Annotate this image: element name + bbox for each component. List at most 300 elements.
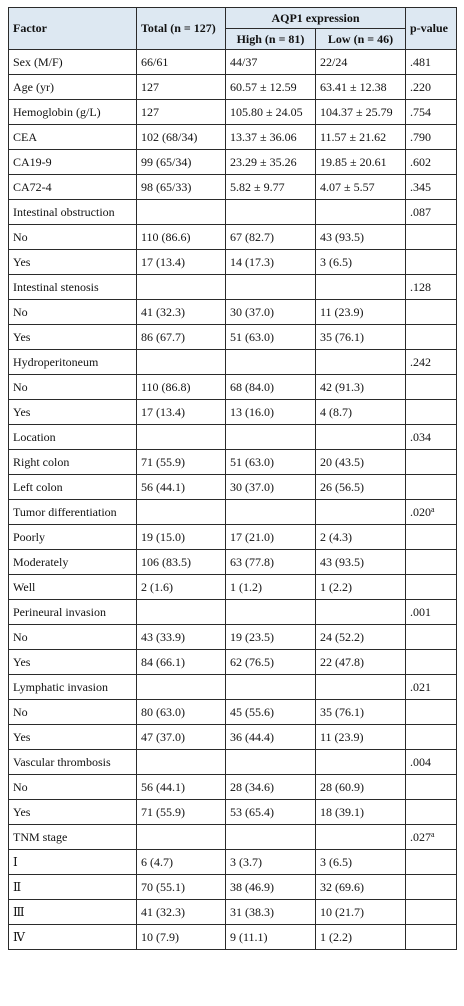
cell-low [316,75,406,100]
table-row [9,50,457,75]
cell-low-text: 22/24 [320,54,348,69]
cell-p-value [406,500,457,525]
cell-high-text: 105.80 ± 24.05 [230,104,303,119]
cell-p-value [406,725,457,750]
cell-high [226,725,316,750]
cell-low [316,350,406,375]
cell-p-value [406,275,457,300]
cell-total-text: 127 [141,79,159,94]
cell-total-text: 106 (83.5) [141,554,191,569]
cell-p-value-text: .020 [410,504,431,519]
cell-high [226,700,316,725]
cell-p-value [406,675,457,700]
cell-high [226,425,316,450]
cell-factor-text: Poorly [13,529,46,544]
cell-high [226,50,316,75]
cell-low [316,375,406,400]
table-body [9,50,457,950]
cell-high [226,925,316,950]
cell-p-value [406,350,457,375]
table-row [9,150,457,175]
cell-high [226,500,316,525]
cell-total-text: 110 (86.6) [141,229,191,244]
cell-total [137,900,226,925]
cell-low [316,475,406,500]
cell-p-value-text: .220 [410,79,431,94]
cell-low-text: 10 (21.7) [320,904,364,919]
cell-factor [9,800,137,825]
cell-factor [9,50,137,75]
cell-low [316,200,406,225]
cell-p-value [406,525,457,550]
cell-high [226,800,316,825]
cell-total-text: 41 (32.3) [141,904,185,919]
cell-p-value-text: .087 [410,204,431,219]
cell-factor-text: Perineural invasion [13,604,106,619]
cell-low [316,400,406,425]
cell-factor [9,500,137,525]
cell-total [137,375,226,400]
cell-total-text: 80 (63.0) [141,704,185,719]
table-row [9,175,457,200]
cell-low-text: 104.37 ± 25.79 [320,104,393,119]
cell-factor-text: No [13,704,28,719]
table-row [9,825,457,850]
table-row [9,475,457,500]
cell-factor-text: No [13,629,28,644]
cell-total [137,650,226,675]
cell-factor [9,725,137,750]
cell-total [137,825,226,850]
cell-p-value [406,900,457,925]
cell-total [137,75,226,100]
cell-total [137,550,226,575]
cell-factor [9,825,137,850]
cell-high [226,825,316,850]
cell-total [137,700,226,725]
cell-p-value [406,775,457,800]
cell-p-value [406,600,457,625]
cell-low [316,150,406,175]
table-row [9,775,457,800]
cell-low [316,875,406,900]
cell-low [316,550,406,575]
cell-p-value [406,850,457,875]
cell-factor-text: Age (yr) [13,79,54,94]
cell-high-text: 13.37 ± 36.06 [230,129,297,144]
table-row [9,700,457,725]
cell-high [226,600,316,625]
cell-low-text: 35 (76.1) [320,704,364,719]
cell-p-value [406,475,457,500]
cell-factor-text: No [13,229,28,244]
cell-low-text: 22 (47.8) [320,654,364,669]
cell-high [226,850,316,875]
cell-total-text: 70 (55.1) [141,879,185,894]
cell-high-text: 31 (38.3) [230,904,274,919]
cell-high [226,900,316,925]
cell-high [226,650,316,675]
cell-total-text: 17 (13.4) [141,404,185,419]
cell-high [226,550,316,575]
table-row [9,100,457,125]
cell-low [316,775,406,800]
cell-total [137,100,226,125]
cell-factor [9,425,137,450]
cell-high [226,225,316,250]
cell-total-text: 71 (55.9) [141,804,185,819]
cell-p-value [406,800,457,825]
cell-factor-text: Left colon [13,479,63,494]
cell-high [226,675,316,700]
cell-low-text: 19.85 ± 20.61 [320,154,387,169]
cell-total [137,800,226,825]
cell-p-value-text: .128 [410,279,431,294]
cell-low-text: 63.41 ± 12.38 [320,79,387,94]
cell-low [316,850,406,875]
cell-total [137,500,226,525]
cell-factor [9,475,137,500]
cell-factor [9,625,137,650]
cell-total-text: 86 (67.7) [141,329,185,344]
cell-p-value [406,250,457,275]
table-row [9,375,457,400]
cell-p-value-text: .790 [410,129,431,144]
cell-factor [9,450,137,475]
cell-p-value [406,750,457,775]
cell-high [226,775,316,800]
cell-low-text: 11 (23.9) [320,304,364,319]
cell-high-text: 63 (77.8) [230,554,274,569]
cell-low [316,175,406,200]
cell-high [226,450,316,475]
table-row [9,900,457,925]
cell-low-text: 18 (39.1) [320,804,364,819]
cell-high [226,625,316,650]
header-factor: Factor [9,8,137,50]
cell-low [316,275,406,300]
cell-high-text: 60.57 ± 12.59 [230,79,297,94]
cell-high [226,100,316,125]
cell-high [226,275,316,300]
cell-total [137,600,226,625]
cell-high-text: 36 (44.4) [230,729,274,744]
table-row [9,325,457,350]
cell-factor-text: Yes [13,804,31,819]
cell-total [137,225,226,250]
cell-factor-text: Vascular thrombosis [13,754,111,769]
cell-total-text: 56 (44.1) [141,479,185,494]
cell-low [316,700,406,725]
table-row [9,575,457,600]
cell-p-value-text: .034 [410,429,431,444]
cell-p-value [406,575,457,600]
cell-low-text: 11 (23.9) [320,729,364,744]
table-row [9,400,457,425]
table-row [9,500,457,525]
cell-low-text: 4 (8.7) [320,404,352,419]
table-row [9,300,457,325]
cell-total-text: 71 (55.9) [141,454,185,469]
cell-factor [9,925,137,950]
cell-low-text: 28 (60.9) [320,779,364,794]
cell-p-value [406,175,457,200]
cell-high-text: 1 (1.2) [230,579,262,594]
cell-low [316,800,406,825]
cell-factor-text: Yes [13,404,31,419]
cell-high [226,400,316,425]
cell-factor [9,850,137,875]
cell-total [137,875,226,900]
table-row [9,225,457,250]
cell-total [137,300,226,325]
cell-factor-text: Intestinal obstruction [13,204,115,219]
cell-total-text: 84 (66.1) [141,654,185,669]
cell-factor-text: Lymphatic invasion [13,679,108,694]
cell-low-text: 20 (43.5) [320,454,364,469]
table-row [9,425,457,450]
cell-high [226,300,316,325]
cell-low [316,600,406,625]
cell-low-text: 4.07 ± 5.57 [320,179,375,194]
cell-low [316,500,406,525]
cell-p-value [406,300,457,325]
cell-p-value [406,200,457,225]
table-row [9,550,457,575]
cell-high-text: 9 (11.1) [230,929,268,944]
header-p-value: p-value [406,8,457,50]
cell-high [226,150,316,175]
cell-p-value [406,650,457,675]
cell-total [137,50,226,75]
cell-factor [9,875,137,900]
table-row [9,525,457,550]
cell-low [316,575,406,600]
cell-low-text: 42 (91.3) [320,379,364,394]
cell-factor-text: CEA [13,129,37,144]
cell-total [137,350,226,375]
cell-low-text: 11.57 ± 21.62 [320,129,387,144]
cell-high [226,875,316,900]
cell-factor [9,750,137,775]
cell-high-text: 23.29 ± 35.26 [230,154,297,169]
cell-high-text: 51 (63.0) [230,454,274,469]
cell-factor [9,275,137,300]
cell-factor [9,100,137,125]
cell-factor-text: Ⅲ [13,904,25,919]
cell-high-text: 45 (55.6) [230,704,274,719]
cell-total [137,925,226,950]
cell-total-text: 102 (68/34) [141,129,198,144]
cell-total [137,850,226,875]
cell-factor [9,125,137,150]
cell-low-text: 32 (69.6) [320,879,364,894]
cell-factor [9,225,137,250]
cell-low-text: 43 (93.5) [320,229,364,244]
cell-factor-text: Hydroperitoneum [13,354,99,369]
cell-total-text: 2 (1.6) [141,579,173,594]
cell-low [316,925,406,950]
cell-high [226,325,316,350]
cell-high-text: 44/37 [230,54,258,69]
cell-factor [9,350,137,375]
cell-total [137,125,226,150]
cell-low [316,250,406,275]
table-row [9,275,457,300]
cell-high-text: 14 (17.3) [230,254,274,269]
cell-low [316,450,406,475]
cell-factor-text: Ⅳ [13,929,25,944]
cell-high-text: 51 (63.0) [230,329,274,344]
cell-total [137,575,226,600]
cell-factor [9,175,137,200]
cell-factor-text: No [13,379,28,394]
table-row [9,350,457,375]
cell-factor [9,575,137,600]
cell-high [226,525,316,550]
cell-total [137,675,226,700]
cell-factor-text: Yes [13,729,31,744]
cell-high [226,200,316,225]
cell-high-text: 53 (65.4) [230,804,274,819]
cell-high [226,350,316,375]
cell-low [316,825,406,850]
cell-p-value [406,75,457,100]
cell-low-text: 24 (52.2) [320,629,364,644]
table-row [9,75,457,100]
cell-low-text: 3 (6.5) [320,854,352,869]
table-row [9,850,457,875]
cell-low [316,50,406,75]
cell-factor-text: Well [13,579,36,594]
cell-low [316,125,406,150]
cell-p-value [406,825,457,850]
cell-low-text: 3 (6.5) [320,254,352,269]
cell-p-value [406,450,457,475]
cell-factor [9,525,137,550]
table-container [8,7,456,950]
cell-p-value [406,700,457,725]
cell-low [316,900,406,925]
cell-p-value [406,375,457,400]
cell-high [226,125,316,150]
cell-low [316,425,406,450]
cell-factor [9,650,137,675]
cell-factor-text: No [13,779,28,794]
cell-low [316,750,406,775]
cell-factor [9,200,137,225]
cell-total [137,250,226,275]
table-header [9,8,457,50]
cell-high [226,375,316,400]
footnote-marker: a [431,829,435,839]
cell-low-text: 43 (93.5) [320,554,364,569]
cell-high-text: 17 (21.0) [230,529,274,544]
cell-p-value [406,100,457,125]
cell-high-text: 5.82 ± 9.77 [230,179,285,194]
cell-high-text: 28 (34.6) [230,779,274,794]
cell-p-value [406,150,457,175]
cell-low [316,325,406,350]
table-row [9,675,457,700]
cell-high-text: 19 (23.5) [230,629,274,644]
table-row [9,200,457,225]
cell-total [137,150,226,175]
cell-p-value [406,925,457,950]
cell-p-value [406,625,457,650]
cell-total [137,175,226,200]
cell-factor [9,75,137,100]
cell-factor [9,300,137,325]
cell-high [226,750,316,775]
cell-total-text: 66/61 [141,54,169,69]
cell-total [137,450,226,475]
cell-p-value [406,400,457,425]
cell-high [226,250,316,275]
cell-p-value [406,50,457,75]
header-total: Total (n = 127) [137,8,226,50]
cell-total [137,275,226,300]
cell-total [137,725,226,750]
cell-total [137,200,226,225]
cell-p-value [406,425,457,450]
cell-total-text: 98 (65/33) [141,179,192,194]
cell-total-text: 110 (86.8) [141,379,191,394]
cell-low [316,100,406,125]
table-row [9,125,457,150]
cell-p-value-text: .027 [410,829,431,844]
cell-p-value [406,125,457,150]
cell-p-value-text: .004 [410,754,431,769]
cell-p-value [406,225,457,250]
table-row [9,450,457,475]
cell-high-text: 13 (16.0) [230,404,274,419]
cell-total-text: 10 (7.9) [141,929,179,944]
cell-low [316,650,406,675]
cell-factor-text: Ⅱ [13,879,22,894]
table-row [9,925,457,950]
cell-total-text: 43 (33.9) [141,629,185,644]
table-row [9,875,457,900]
cell-high [226,475,316,500]
cell-total [137,775,226,800]
table-row [9,725,457,750]
header-high: High (n = 81) [226,29,316,50]
table-row [9,800,457,825]
cell-low-text: 2 (4.3) [320,529,352,544]
cell-factor-text: Hemoglobin (g/L) [13,104,101,119]
cell-p-value-text: .345 [410,179,431,194]
cell-total-text: 99 (65/34) [141,154,192,169]
header-low: Low (n = 46) [316,29,406,50]
cell-factor [9,150,137,175]
cell-p-value [406,550,457,575]
cell-factor [9,600,137,625]
cell-high-text: 67 (82.7) [230,229,274,244]
table-row [9,650,457,675]
cell-high [226,75,316,100]
footnote-marker: a [431,504,435,514]
cell-factor [9,400,137,425]
cell-low-text: 26 (56.5) [320,479,364,494]
cell-factor-text: No [13,304,28,319]
cell-p-value [406,875,457,900]
cell-factor-text: Yes [13,654,31,669]
cell-factor-text: CA72-4 [13,179,52,194]
table-row [9,750,457,775]
data-table [8,7,457,950]
cell-factor [9,375,137,400]
